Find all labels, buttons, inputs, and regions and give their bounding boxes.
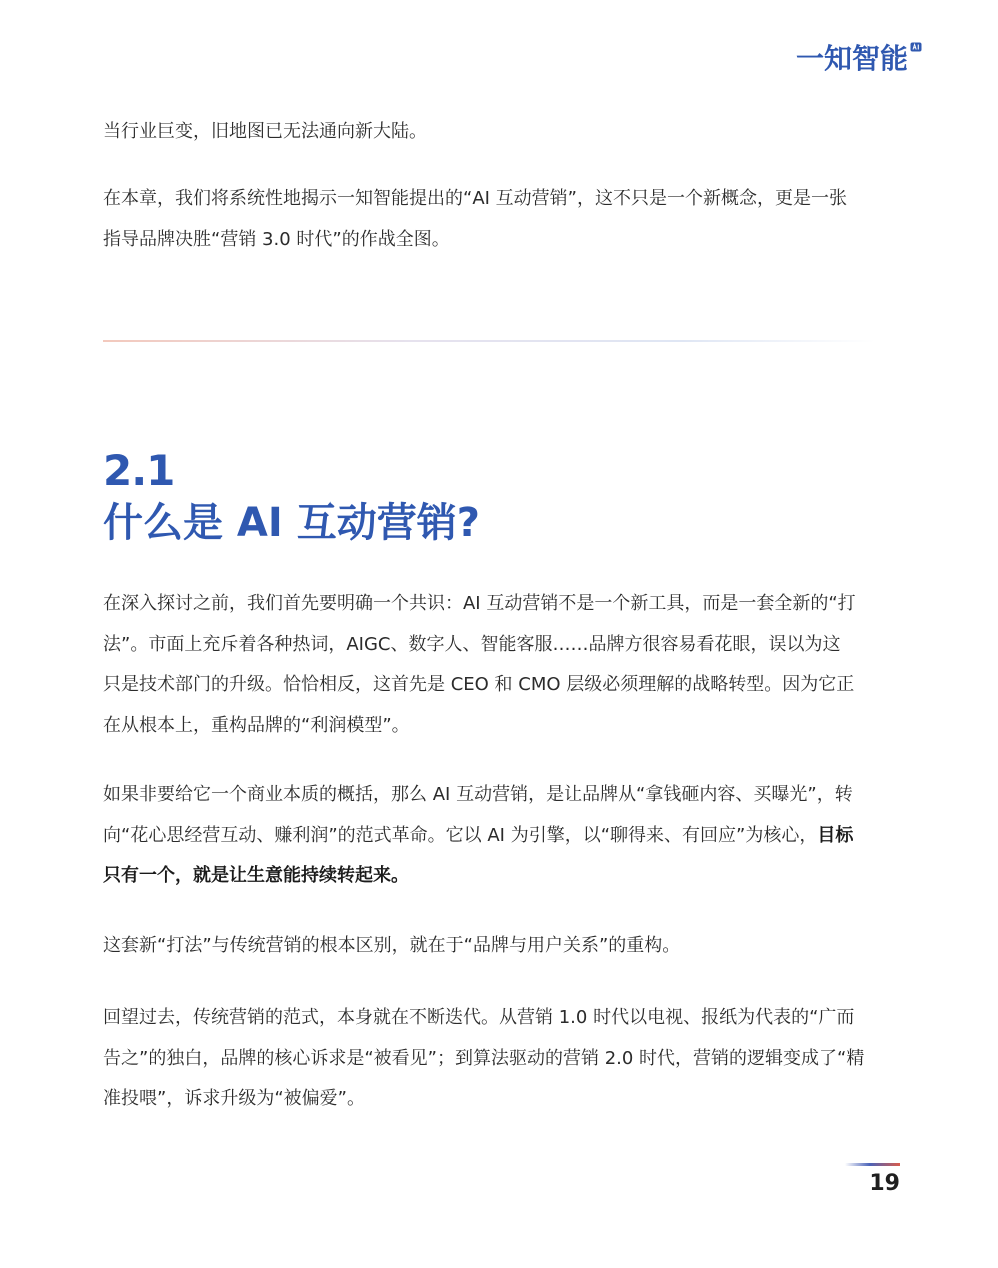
text-line: 当行业巨变，旧地图已无法通向新大陆。 bbox=[103, 121, 427, 142]
text-segment: 向“花心思经营互动、赚利润”的范式革命。它以 AI 为引擎，以“聊得来、有回应”为核心， bbox=[103, 824, 818, 846]
text-line: 准投喂”，诉求升级为“被偏爱”。 bbox=[103, 1088, 365, 1109]
body-paragraph-4 bbox=[103, 998, 903, 1120]
page-number: 19 bbox=[869, 1171, 900, 1196]
brand-logo bbox=[796, 42, 922, 76]
body-paragraph-2 bbox=[103, 775, 903, 897]
body-paragraph-1 bbox=[103, 584, 903, 746]
emphasis-text: 只有一个，就是让生意能持续转起来。 bbox=[103, 865, 409, 886]
emphasis-text: 目标 bbox=[817, 824, 854, 846]
text-line bbox=[103, 816, 903, 857]
text-line: 在从根本上，重构品牌的“利润模型”。 bbox=[103, 714, 410, 736]
text-line: 只是技术部门的升级。恰恰相反，这首先是 CEO 和 CMO 层级必须理解的战略转型。因为它正 bbox=[103, 674, 855, 695]
body-paragraph-3 bbox=[103, 926, 903, 967]
section-number: 2.1 bbox=[103, 446, 175, 495]
section-title: 什么是 AI 互动营销? bbox=[103, 500, 480, 546]
ai-square-icon bbox=[910, 42, 922, 52]
section-divider bbox=[103, 340, 875, 342]
text-line: 在深入探讨之前，我们首先要明确一个共识：AI 互动营销不是一个新工具，而是一套全新的“打 bbox=[103, 593, 856, 614]
text-line bbox=[103, 856, 903, 897]
text-line: 如果非要给它一个商业本质的概括，那么 AI 互动营销，是让品牌从“拿钱砸内容、买曝光”，转 bbox=[103, 784, 853, 805]
text-line: 告之”的独白，品牌的核心诉求是“被看见”；到算法驱动的营销 2.0 时代，营销的逻辑变成了“精 bbox=[103, 1047, 865, 1069]
text-line: 这套新“打法”与传统营销的根本区别，就在于“品牌与用户关系”的重构。 bbox=[103, 935, 681, 956]
page-number-accent bbox=[845, 1163, 900, 1166]
text-line: 在本章，我们将系统性地揭示一知智能提出的“AI 互动营销”，这不只是一个新概念，更是一张 bbox=[103, 188, 847, 209]
text-line: 指导品牌决胜“营销 3.0 时代”的作战全图。 bbox=[103, 228, 450, 250]
text-line: 回望过去，传统营销的范式，本身就在不断迭代。从营销 1.0 时代以电视、报纸为代表的“广而 bbox=[103, 1007, 855, 1028]
intro-paragraph-1 bbox=[103, 112, 903, 153]
logo-text: 一知智能 bbox=[796, 42, 909, 75]
intro-paragraph-2 bbox=[103, 179, 903, 260]
text-line: 法”。市面上充斥着各种热词，AIGC、数字人、智能客服……品牌方很容易看花眼，误以为这 bbox=[103, 633, 841, 655]
